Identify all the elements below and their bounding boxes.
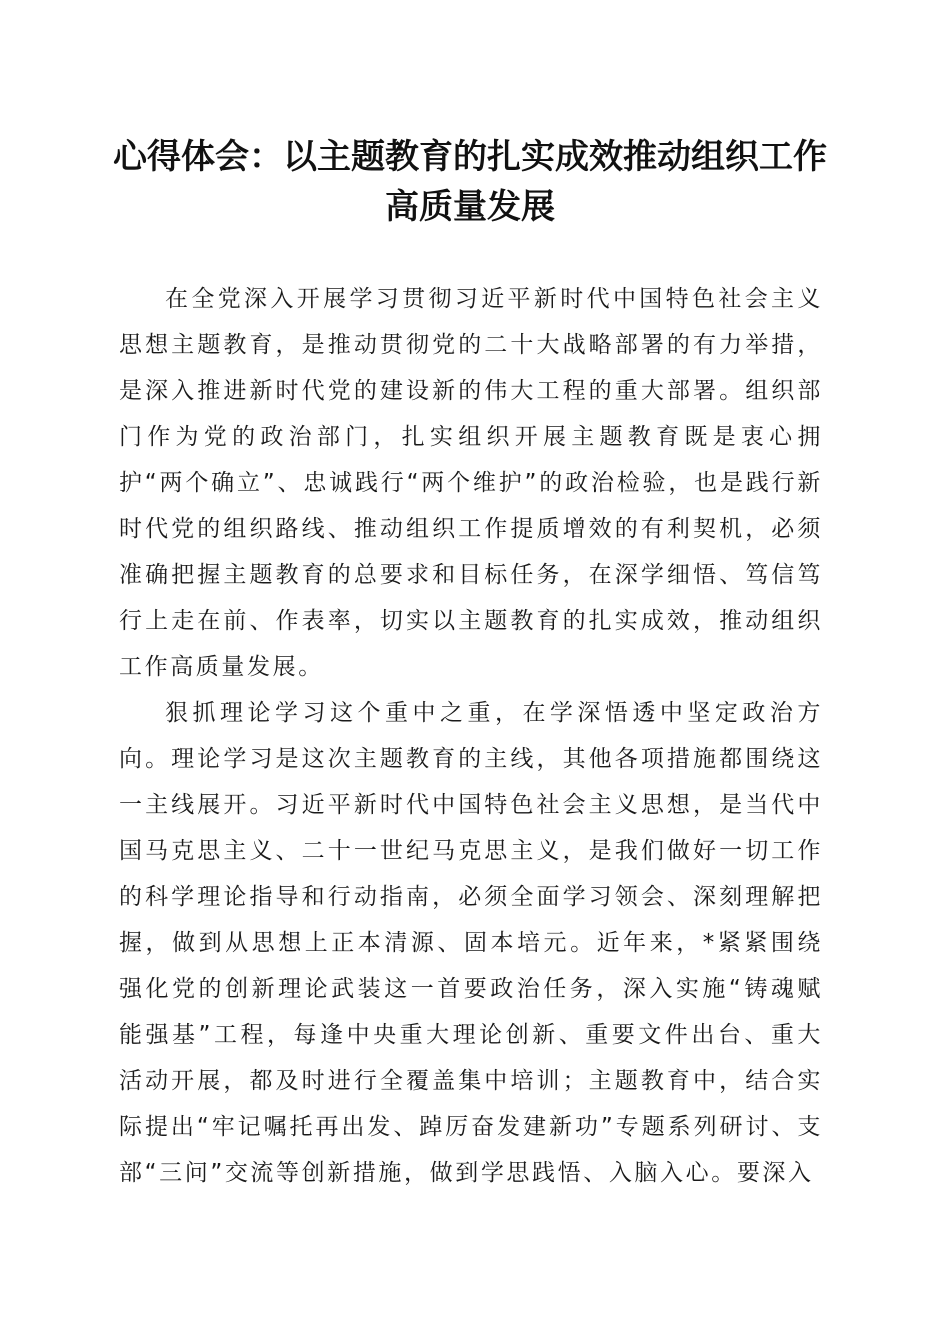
document-body <box>119 276 823 1196</box>
document-title: 心得体会：以主题教育的扎实成效推动组织工作高质量发展 <box>113 137 827 227</box>
paragraph-2: 狠抓理论学习这个重中之重，在学深悟透中坚定政治方向。理论学习是这次主题教育的主线，其他各项措施都围绕这一主线展开。习近平新时代中国特色社会主义思想，是当代中国马克思主义、二十一世纪马克思主义，是我们做好一切工作的科学理论指导和行动指南，必须全面学习领会、深刻理解把握，做到从思想上正本清源、固本培元。近年来，*紧紧围绕强化党的创新理论武装这一首要政治任务，深入实施“铸魂赋能强基”工程，每逢中央重大理论创新、重要文件出台、重大活动开展，都及时进行全覆盖集中培训；主题教育中，结合实际提出“牢记嘱托再出发、踔厉奋发建新功”专题系列研讨、支部“三问”交流等创新措施，做到学思践悟、入脑入心。要深入 <box>119 700 823 1186</box>
paragraph-1: 在全党深入开展学习贯彻习近平新时代中国特色社会主义思想主题教育，是推动贯彻党的二十大战略部署的有力举措，是深入推进新时代党的建设新的伟大工程的重大部署。组织部门作为党的政治部门，扎实组织开展主题教育既是衷心拥护“两个确立”、忠诚践行“两个维护”的政治检验，也是践行新时代党的组织路线、推动组织工作提质增效的有利契机，必须准确把握主题教育的总要求和目标任务，在深学细悟、笃信笃行上走在前、作表率，切实以主题教育的扎实成效，推动组织工作高质量发展。 <box>119 286 823 680</box>
